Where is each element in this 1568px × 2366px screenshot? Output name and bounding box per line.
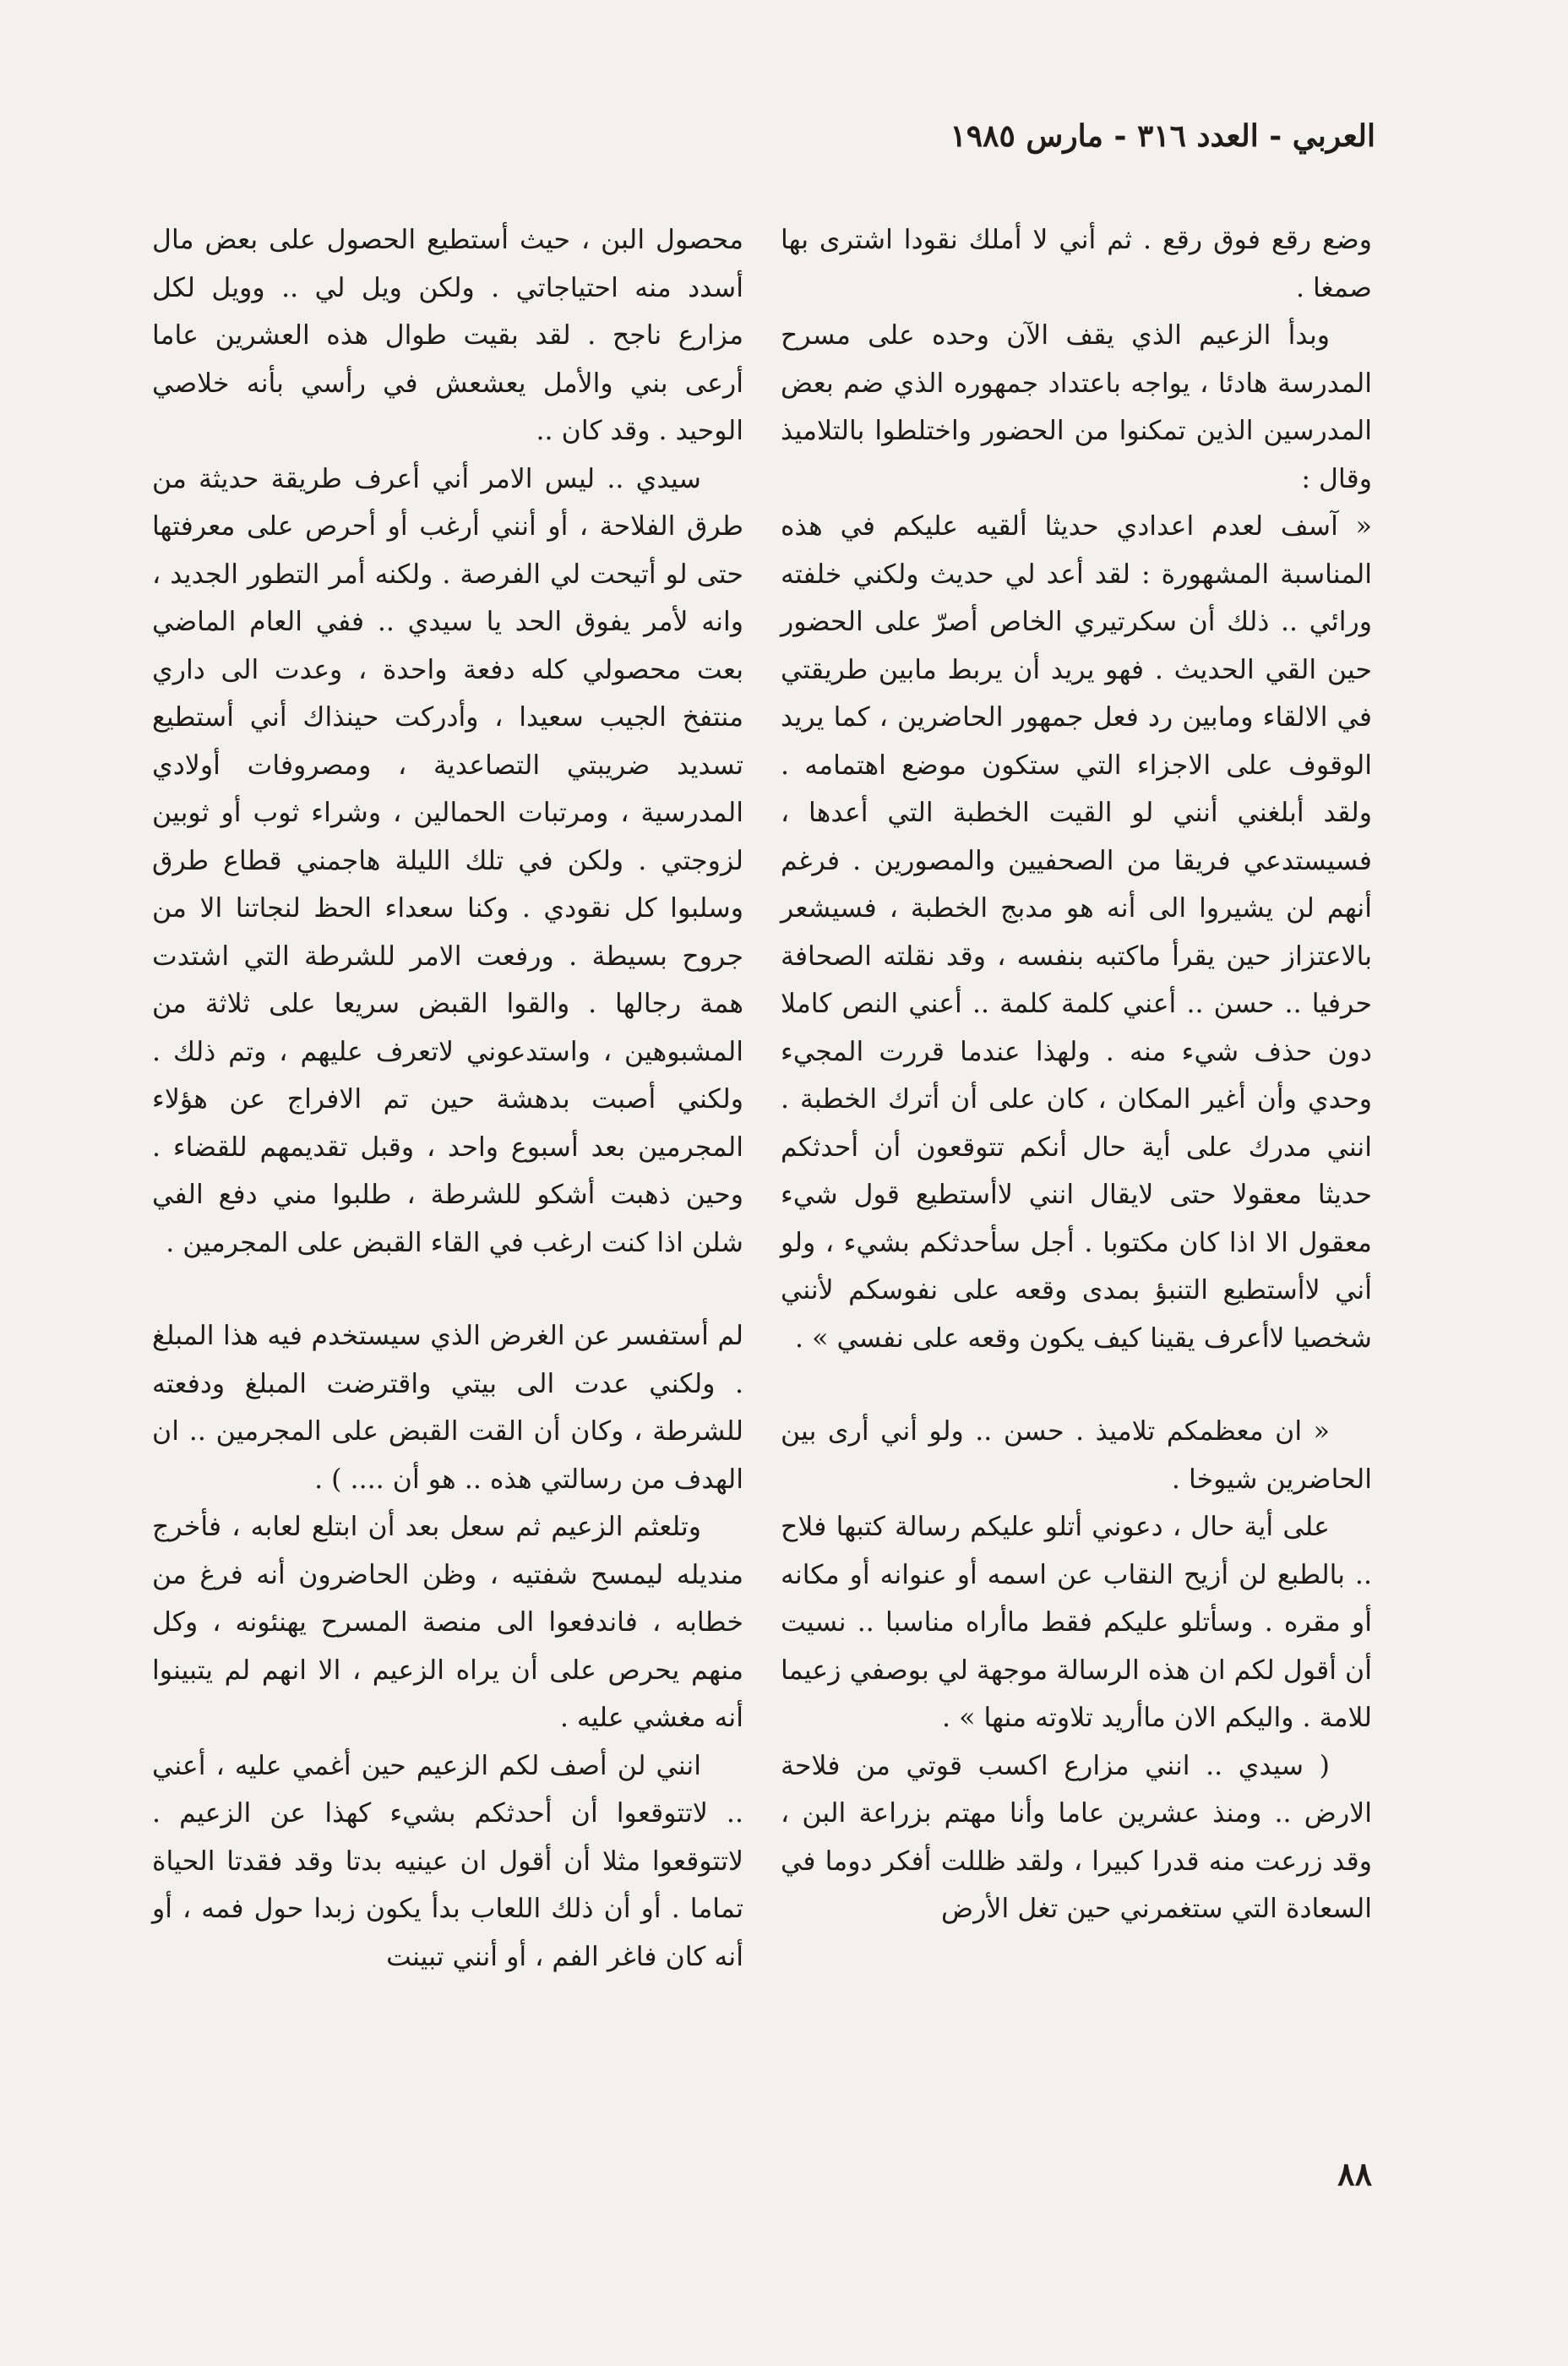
section-gap <box>152 1267 743 1312</box>
left-column <box>152 216 743 1981</box>
page-number: ٨٨ <box>1337 2155 1372 2193</box>
paragraph: « آسف لعدم اعدادي حديثا ألقيه عليكم في هذه المناسبة المشهورة : لقد أعد لي حديث ولكني خلفته ورائي .. ذلك أن سكرتيري الخاص أصرّ على الحضور حين القي الحديث . فهو يريد أن يربط مابين طريقتي في الالقاء ومابين رد فعل جمهور الحاضرين ، كما يريد الوقوف على الاجزاء التي ستكون موضع اهتمامه . ولقد أبلغني أنني لو القيت الخطبة التي أعدها ، فسيستدعي فريقا من الصحفيين والمصورين . فرغم أنهم لن يشيروا الى أنه هو مدبج الخطبة ، فسيشعر بالاعتزاز حين يقرأ ماكتبه بنفسه ، وقد نقلته الصحافة حرفيا .. حسن .. أعني كلمة كلمة .. أعني النص كاملا دون حذف شيء منه . ولهذا عندما قررت المجيء وحدي وأن أغير المكان ، كان على أن أترك الخطبة . انني مدرك على أية حال أنكم تتوقعون أن أحدثكم حديثا معقولا حتى لايقال انني لاأستطيع قول شيء معقول الا اذا كان مكتوبا . أجل سأحدثكم بشيء ، ولو أني لاأستطيع التنبؤ بمدى وقعه على نفوسكم لأنني شخصيا لاأعرف يقينا كيف يكون وقعه على نفسي » . <box>781 511 1372 1354</box>
paragraph: انني لن أصف لكم الزعيم حين أغمي عليه ، أعني .. لاتتوقعوا أن أحدثكم بشيء كهذا عن الزعيم . لاتتوقعوا مثلا أن أقول ان عينيه بدتا وقد فقدتا الحياة تماما . أو أن ذلك اللعاب بدأ يكون زبدا حول فمه ، أو أنه كان فاغر الفم ، أو أنني تبينت <box>152 1750 743 1972</box>
running-head: العربي - العدد ٣١٦ - مارس ١٩٨٥ <box>950 118 1375 154</box>
paragraph: ( سيدي .. انني مزارع اكسب قوتي من فلاحة الارض .. ومنذ عشرين عاما وأنا مهتم بزراعة البن ، وقد زرعت منه قدرا كبيرا ، ولقد ظللت أفكر دوما في السعادة التي ستغمرني حين تغل الأرض <box>781 1750 1372 1924</box>
section-gap <box>781 1362 1372 1408</box>
paragraph: محصول البن ، حيث أستطيع الحصول على بعض مال أسدد منه احتياجاتي . ولكن ويل لي .. وويل لكل مزارع ناجح . لقد بقيت طوال هذه العشرين عاما أرعى بني والأمل يعشعش في رأسي بأنه خلاصي الوحيد . وقد كان .. <box>152 225 743 446</box>
paragraph: وضع رقع فوق رقع . ثم أني لا أملك نقودا اشترى بها صمغا . <box>781 225 1372 303</box>
paragraph: وبدأ الزعيم الذي يقف الآن وحده على مسرح المدرسة هادئا ، يواجه باعتداد جمهوره الذي ضم بعض المدرسين الذين تمكنوا من الحضور واختلطوا بالتلاميذ وقال : <box>781 320 1372 494</box>
paragraph: لم أستفسر عن الغرض الذي سيستخدم فيه هذا المبلغ . ولكني عدت الى بيتي واقترضت المبلغ ودفعته للشرطة ، وكان أن القت القبض على المجرمين .. ان الهدف من رسالتي هذه .. هو أن .... ) . <box>152 1321 743 1495</box>
paragraph: وتلعثم الزعيم ثم سعل بعد أن ابتلع لعابه ، فأخرج منديله ليمسح شفتيه ، وظن الحاضرون أنه فرغ من خطابه ، فاندفعوا الى منصة المسرح يهنئونه ، وكل منهم يحرص على أن يراه الزعيم ، الا انهم لم يتبينوا أنه مغشي عليه . <box>152 1512 743 1733</box>
paragraph: « ان معظمكم تلاميذ . حسن .. ولو أني أرى بين الحاضرين شيوخا . <box>781 1416 1372 1495</box>
paragraph: سيدي .. ليس الامر أني أعرف طريقة حديثة من طرق الفلاحة ، أو أنني أرغب أو أحرص على معرفتها حتى لو أتيحت لي الفرصة . ولكنه أمر التطور الجديد ، وانه لأمر يفوق الحد يا سيدي .. ففي العام الماضي بعت محصولي كله دفعة واحدة ، وعدت الى داري منتفخ الجيب سعيدا ، وأدركت حينذاك أني أستطيع تسديد ضريبتي التصاعدية ، ومصروفات أولادي المدرسية ، ومرتبات الحمالين ، وشراء ثوب أو ثوبين لزوجتي . ولكن في تلك الليلة هاجمني قطاع طرق وسلبوا كل نقودي . وكنا سعداء الحظ لنجاتنا الا من جروح بسيطة . ورفعت الامر للشرطة التي اشتدت همة رجالها . والقوا القبض سريعا على ثلاثة من المشبوهين ، واستدعوني لاتعرف عليهم ، وتم ذلك . ولكني أصبت بدهشة حين تم الافراج عن هؤلاء المجرمين بعد أسبوع واحد ، وقبل تقديمهم للقضاء . وحين ذهبت أشكو للشرطة ، طلبوا مني دفع الفي شلن اذا كنت ارغب في القاء القبض على المجرمين . <box>152 463 743 1258</box>
paragraph: على أية حال ، دعوني أتلو عليكم رسالة كتبها فلاح .. بالطبع لن أزيح النقاب عن اسمه أو عنوانه أو مكانه أو مقره . وسأتلو عليكم فقط ماأراه مناسبا .. نسيت أن أقول لكم ان هذه الرسالة موجهة لي بوصفي زعيما للامة . واليكم الان ماأريد تلاوته منها » . <box>781 1512 1372 1733</box>
right-column <box>781 216 1372 1933</box>
